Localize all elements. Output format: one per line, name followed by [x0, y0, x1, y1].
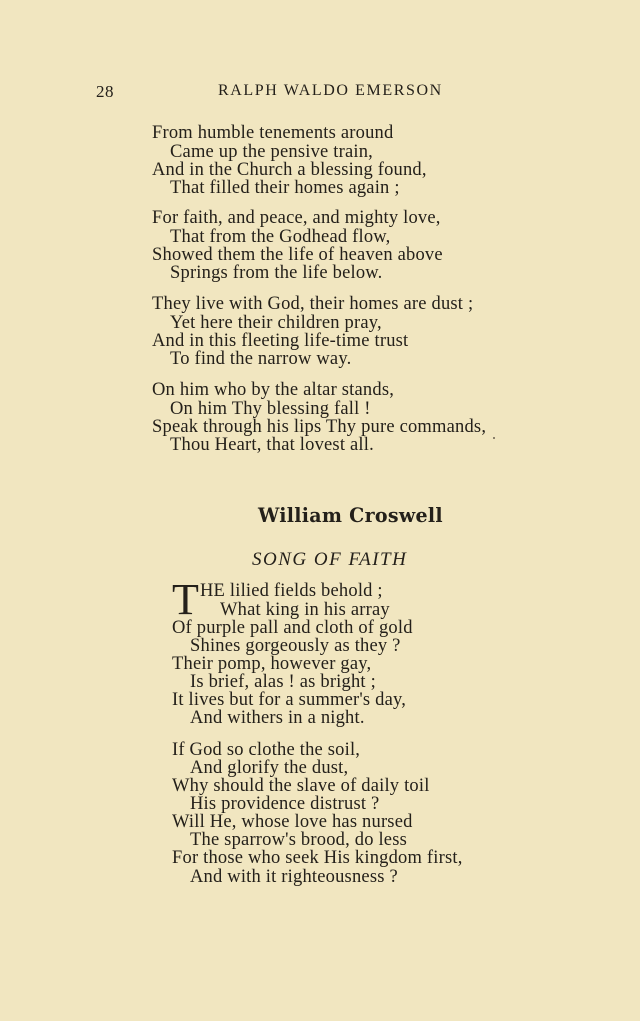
poem-line: Speak through his lips Thy pure commands,: [152, 417, 487, 437]
poem-line: Shines gorgeously as they ?: [190, 636, 401, 656]
poem-line: For those who seek His kingdom first,: [172, 848, 463, 868]
poem-line: Springs from the life below.: [170, 263, 383, 283]
poem-line: Will He, whose love has nursed: [172, 812, 413, 832]
poem-line: Thou Heart, that lovest all.: [170, 435, 374, 455]
running-head: RALPH WALDO EMERSON: [218, 82, 443, 99]
poem-line: And in the Church a blessing found,: [152, 160, 427, 180]
poem-line: HE lilied fields behold ;: [200, 581, 383, 601]
poem-line: For faith, and peace, and mighty love,: [152, 208, 441, 228]
poem-line: Yet here their children pray,: [170, 313, 382, 333]
poem-line: His providence distrust ?: [190, 794, 380, 814]
poem-line: It lives but for a summer's day,: [172, 690, 407, 710]
speck: [493, 437, 495, 439]
poem-line: Is brief, alas ! as bright ;: [190, 672, 376, 692]
poem-line: And glorify the dust,: [190, 758, 349, 778]
poem-line: Of purple pall and cloth of gold: [172, 618, 413, 638]
poem-line: From humble tenements around: [152, 123, 394, 143]
poem-line: And with it righteousness ?: [190, 867, 398, 887]
poem-line: If God so clothe the soil,: [172, 740, 361, 760]
poem-line: On him who by the altar stands,: [152, 380, 395, 400]
poem-line: And in this fleeting life-time trust: [152, 331, 409, 351]
poem-line: That from the Godhead flow,: [170, 227, 391, 247]
poem-line: Showed them the life of heaven above: [152, 245, 443, 265]
poem-line: On him Thy blessing fall !: [170, 399, 371, 419]
poem-line: That filled their homes again ;: [170, 178, 400, 198]
poem-line: Came up the pensive train,: [170, 142, 373, 162]
page-number: 28: [96, 82, 114, 101]
poem-line: Their pomp, however gay,: [172, 654, 372, 674]
poem-line: And withers in a night.: [190, 708, 365, 728]
poem-line: The sparrow's brood, do less: [190, 830, 408, 850]
poem-line: What king in his array: [220, 600, 390, 620]
drop-cap: T: [172, 575, 199, 624]
poem-line: Why should the slave of daily toil: [172, 776, 430, 796]
poem-line: They live with God, their homes are dust ;: [152, 294, 474, 314]
author-heading: William Croswell: [258, 503, 443, 527]
poem-line: To find the narrow way.: [170, 349, 352, 369]
song-title: SONG OF FAITH: [252, 549, 408, 570]
